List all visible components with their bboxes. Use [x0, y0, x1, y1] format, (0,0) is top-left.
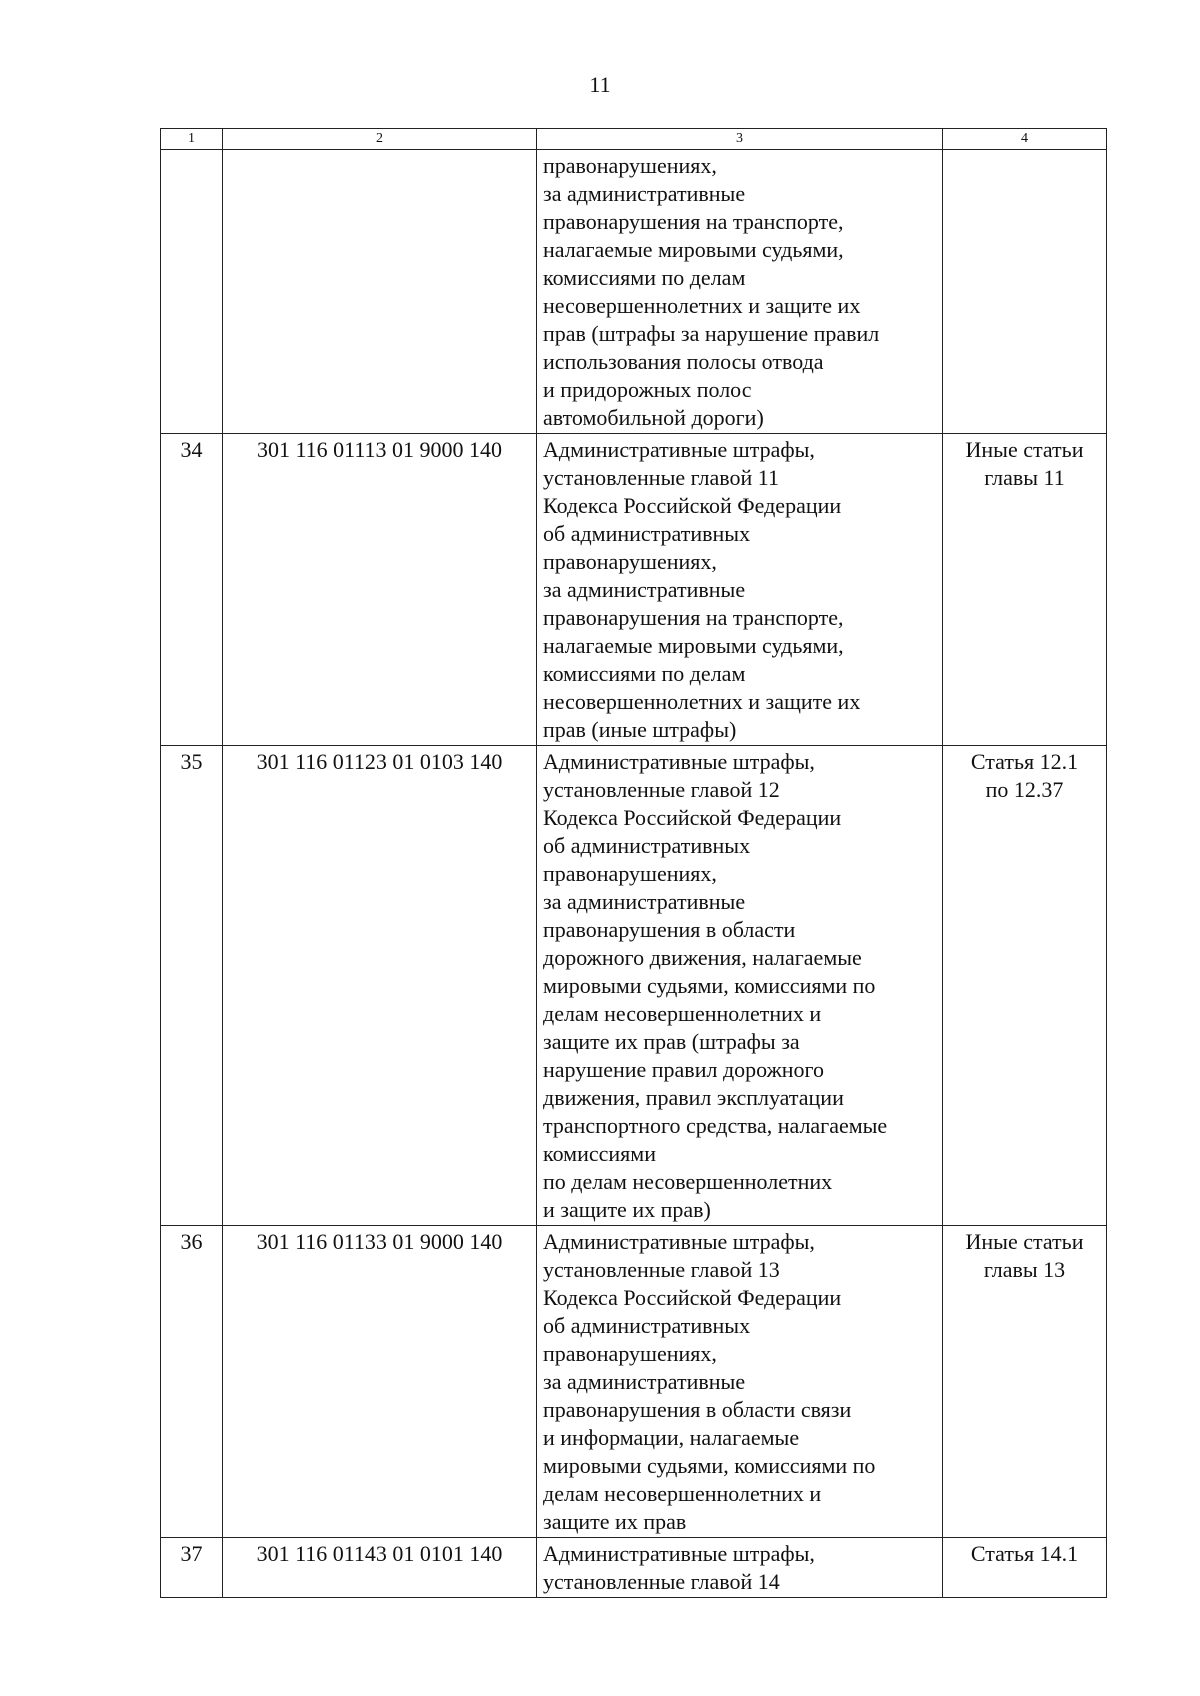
article-line: Иные статьи	[965, 437, 1084, 462]
description-line: Кодекса Российской Федерации	[543, 805, 842, 830]
description-line: защите их прав (штрафы за	[543, 1029, 800, 1054]
row-number: 34	[161, 434, 223, 746]
column-header: 3	[537, 129, 943, 150]
column-number-row	[161, 129, 1107, 150]
description-line: комиссиями	[543, 1141, 656, 1166]
description-line: правонарушения на транспорте,	[543, 209, 844, 234]
description-line: правонарушениях,	[543, 549, 717, 574]
description-line: Административные штрафы,	[543, 437, 815, 462]
description-line: и придорожных полос	[543, 377, 752, 402]
article-line: по 12.37	[985, 777, 1064, 802]
column-header: 1	[161, 129, 223, 150]
fine-description	[537, 150, 943, 434]
description-line: прав (штрафы за нарушение правил	[543, 321, 880, 346]
description-line: и защите их прав)	[543, 1197, 711, 1222]
article-line: Иные статьи	[965, 1229, 1084, 1254]
description-line: мировыми судьями, комиссиями по	[543, 1453, 876, 1478]
page-number: 11	[589, 72, 611, 97]
description-line: правонарушения на транспорте,	[543, 605, 844, 630]
table-row	[161, 1538, 1107, 1598]
description-line: по делам несовершеннолетних	[543, 1169, 833, 1194]
koap-article	[943, 150, 1107, 434]
koap-article	[943, 746, 1107, 1226]
fines-table	[160, 128, 1107, 1598]
description-line: дорожного движения, налагаемые	[543, 945, 862, 970]
description-line: прав (иные штрафы)	[543, 717, 737, 742]
description-line: Административные штрафы,	[543, 749, 815, 774]
description-line: несовершеннолетних и защите их	[543, 293, 861, 318]
fine-description	[537, 746, 943, 1226]
budget-classification-code: 301 116 01133 01 9000 140	[223, 1226, 537, 1538]
description-line: об административных	[543, 521, 751, 546]
fine-description	[537, 434, 943, 746]
column-header: 2	[223, 129, 537, 150]
row-number: 37	[161, 1538, 223, 1598]
description-line: за административные	[543, 1369, 746, 1394]
description-line: Административные штрафы,	[543, 1541, 815, 1566]
description-line: установленные главой 13	[543, 1257, 780, 1282]
description-line: за административные	[543, 889, 746, 914]
description-line: комиссиями по делам	[543, 265, 746, 290]
description-line: установленные главой 11	[543, 465, 779, 490]
description-line: использования полосы отвода	[543, 349, 824, 374]
description-line: и информации, налагаемые	[543, 1425, 800, 1450]
description-line: делам несовершеннолетних и	[543, 1481, 822, 1506]
description-line: автомобильной дороги)	[543, 405, 764, 430]
description-line: правонарушения в области связи	[543, 1397, 852, 1422]
article-line: главы 11	[984, 465, 1065, 490]
budget-classification-code: 301 116 01113 01 9000 140	[223, 434, 537, 746]
description-line: правонарушениях,	[543, 153, 717, 178]
description-line: мировыми судьями, комиссиями по	[543, 973, 876, 998]
fine-description	[537, 1538, 943, 1598]
description-line: нарушение правил дорожного	[543, 1057, 825, 1082]
koap-article	[943, 1538, 1107, 1598]
description-line: Кодекса Российской Федерации	[543, 493, 842, 518]
description-line: об административных	[543, 1313, 751, 1338]
table-row	[161, 150, 1107, 434]
koap-article	[943, 1226, 1107, 1538]
row-number: 35	[161, 746, 223, 1226]
row-number	[161, 150, 223, 434]
description-line: правонарушениях,	[543, 861, 717, 886]
description-line: об административных	[543, 833, 751, 858]
description-line: налагаемые мировыми судьями,	[543, 633, 844, 658]
table-row	[161, 746, 1107, 1226]
fine-description	[537, 1226, 943, 1538]
description-line: налагаемые мировыми судьями,	[543, 237, 844, 262]
description-line: за административные	[543, 577, 746, 602]
koap-article	[943, 434, 1107, 746]
table-row	[161, 434, 1107, 746]
column-header: 4	[943, 129, 1107, 150]
article-line: главы 13	[983, 1257, 1066, 1282]
row-number: 36	[161, 1226, 223, 1538]
description-line: установленные главой 12	[543, 777, 780, 802]
description-line: за административные	[543, 181, 746, 206]
description-line: движения, правил эксплуатации	[543, 1085, 844, 1110]
description-line: транспортного средства, налагаемые	[543, 1113, 888, 1138]
description-line: несовершеннолетних и защите их	[543, 689, 861, 714]
article-line: Статья 14.1	[970, 1541, 1079, 1566]
table-row	[161, 1226, 1107, 1538]
description-line: защите их прав	[543, 1509, 687, 1534]
budget-classification-code	[223, 150, 537, 434]
description-line: установленные главой 14	[543, 1569, 780, 1594]
description-line: делам несовершеннолетних и	[543, 1001, 822, 1026]
description-line: правонарушениях,	[543, 1341, 717, 1366]
budget-classification-code: 301 116 01143 01 0101 140	[223, 1538, 537, 1598]
budget-classification-code: 301 116 01123 01 0103 140	[223, 746, 537, 1226]
description-line: Административные штрафы,	[543, 1229, 815, 1254]
description-line: комиссиями по делам	[543, 661, 746, 686]
description-line: Кодекса Российской Федерации	[543, 1285, 842, 1310]
description-line: правонарушения в области	[543, 917, 796, 942]
article-line: Статья 12.1	[970, 749, 1079, 774]
